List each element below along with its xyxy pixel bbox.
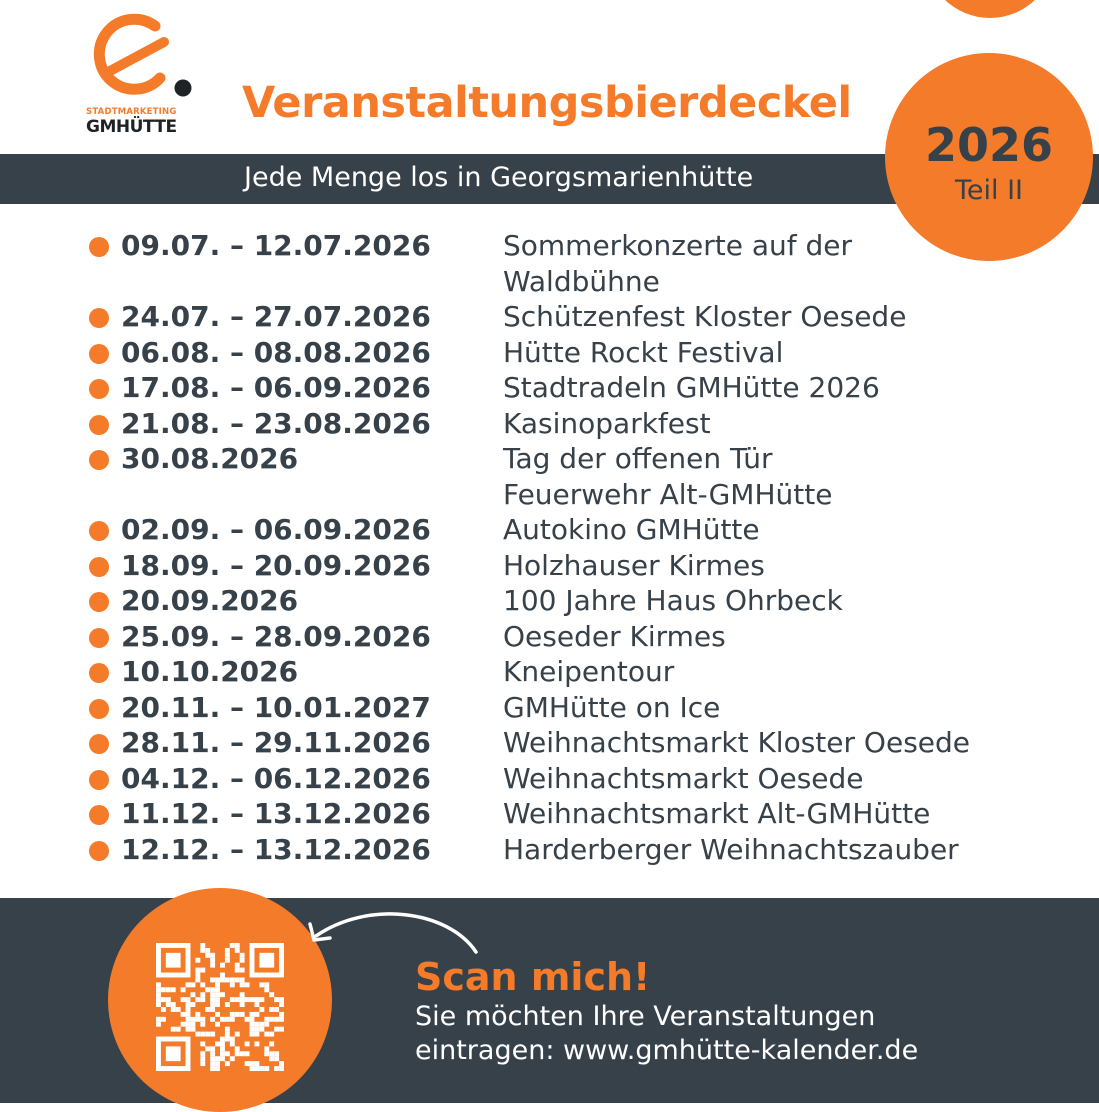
event-date: 02.09. – 06.09.2026: [121, 513, 431, 546]
event-date: 17.08. – 06.09.2026: [121, 371, 431, 404]
page-subtitle: Jede Menge los in Georgsmarienhütte: [244, 162, 754, 193]
scan-text-line-1: Sie möchten Ihre Veranstaltungen: [415, 1001, 876, 1032]
event-row: [0, 725, 1099, 761]
scan-description: [415, 1000, 918, 1068]
event-date: 28.11. – 29.11.2026: [121, 726, 431, 759]
event-row: [0, 299, 1099, 335]
event-row: [0, 512, 1099, 548]
qr-code-icon[interactable]: [155, 943, 285, 1071]
event-name: Weihnachtsmarkt Kloster Oesede: [503, 726, 971, 759]
event-date: 06.08. – 08.08.2026: [121, 335, 431, 369]
event-date: 10.10.2026: [121, 655, 299, 688]
event-row: [0, 796, 1099, 832]
bullet-dot-icon: [89, 344, 109, 364]
bullet-dot-icon: [89, 734, 109, 754]
bullet-dot-icon: [89, 592, 109, 612]
event-row: [0, 441, 1099, 512]
event-name: Harderberger Weihnachtszauber: [503, 832, 959, 866]
bullet-dot-icon: [89, 450, 109, 470]
event-name: Weihnachtsmarkt Alt-GMHütte: [503, 797, 931, 830]
event-name: 100 Jahre Haus Ohrbeck: [503, 584, 843, 617]
year-label: 2026: [924, 118, 1054, 172]
bullet-dot-icon: [89, 557, 109, 577]
bullet-dot-icon: [89, 628, 109, 648]
event-row: [0, 761, 1099, 797]
logo-small-text: STADTMARKETING: [86, 107, 177, 117]
curved-arrow-icon: [298, 900, 488, 960]
event-date: 21.08. – 23.08.2026: [121, 406, 431, 440]
event-name: GMHütte on Ice: [503, 690, 721, 724]
event-row: [0, 654, 1099, 690]
event-name: Autokino GMHütte: [503, 513, 760, 546]
event-name: Kasinoparkfest: [503, 406, 711, 440]
event-name: Weihnachtsmarkt Oesede: [503, 761, 864, 795]
bullet-dot-icon: [89, 308, 109, 328]
event-name: Kneipentour: [503, 655, 675, 688]
bullet-dot-icon: [89, 663, 109, 683]
event-row: [0, 583, 1099, 619]
page-title: Veranstaltungsbierdeckel: [242, 78, 852, 128]
bullet-dot-icon: [89, 521, 109, 541]
logo-text: [86, 108, 198, 136]
scan-text-line-2[interactable]: eintragen: www.gmhütte-kalender.de: [415, 1035, 919, 1066]
event-list: [0, 228, 1099, 867]
event-date: 12.12. – 13.12.2026: [121, 832, 431, 866]
event-row: [0, 690, 1099, 726]
bullet-dot-icon: [89, 699, 109, 719]
event-date: 25.09. – 28.09.2026: [121, 619, 431, 653]
event-row: [0, 228, 1099, 299]
logo-big-text: GMHÜTTE: [86, 116, 177, 137]
decorative-circle-top: [925, 0, 1055, 18]
bullet-dot-icon: [89, 415, 109, 435]
event-name: Schützenfest Kloster Oesede: [503, 300, 907, 333]
event-row: [0, 406, 1099, 442]
event-name: Tag der offenen Tür Feuerwehr Alt-GMHütte: [503, 442, 833, 511]
bullet-dot-icon: [89, 237, 109, 257]
bullet-dot-icon: [89, 379, 109, 399]
event-name: Hütte Rockt Festival: [503, 335, 784, 369]
bullet-dot-icon: [89, 841, 109, 861]
scan-title: Scan mich!: [415, 955, 651, 999]
event-row: [0, 548, 1099, 584]
event-row: [0, 619, 1099, 655]
event-date: 30.08.2026: [121, 442, 299, 475]
event-date: 18.09. – 20.09.2026: [121, 548, 431, 582]
event-date: 24.07. – 27.07.2026: [121, 300, 431, 333]
event-row: [0, 335, 1099, 371]
event-row: [0, 832, 1099, 868]
event-date: 09.07. – 12.07.2026: [121, 229, 431, 262]
event-date: 20.11. – 10.01.2027: [121, 690, 431, 724]
event-name: Sommerkonzerte auf der Waldbühne: [503, 229, 853, 298]
bullet-dot-icon: [89, 770, 109, 790]
event-name: Stadtradeln GMHütte 2026: [503, 371, 880, 404]
part-label: Teil II: [954, 175, 1024, 206]
event-date: 20.09.2026: [121, 584, 299, 617]
event-date: 04.12. – 06.12.2026: [121, 761, 431, 795]
event-name: Oeseder Kirmes: [503, 619, 726, 653]
event-row: [0, 370, 1099, 406]
event-name: Holzhauser Kirmes: [503, 548, 765, 582]
event-date: 11.12. – 13.12.2026: [121, 797, 431, 830]
bullet-dot-icon: [89, 805, 109, 825]
